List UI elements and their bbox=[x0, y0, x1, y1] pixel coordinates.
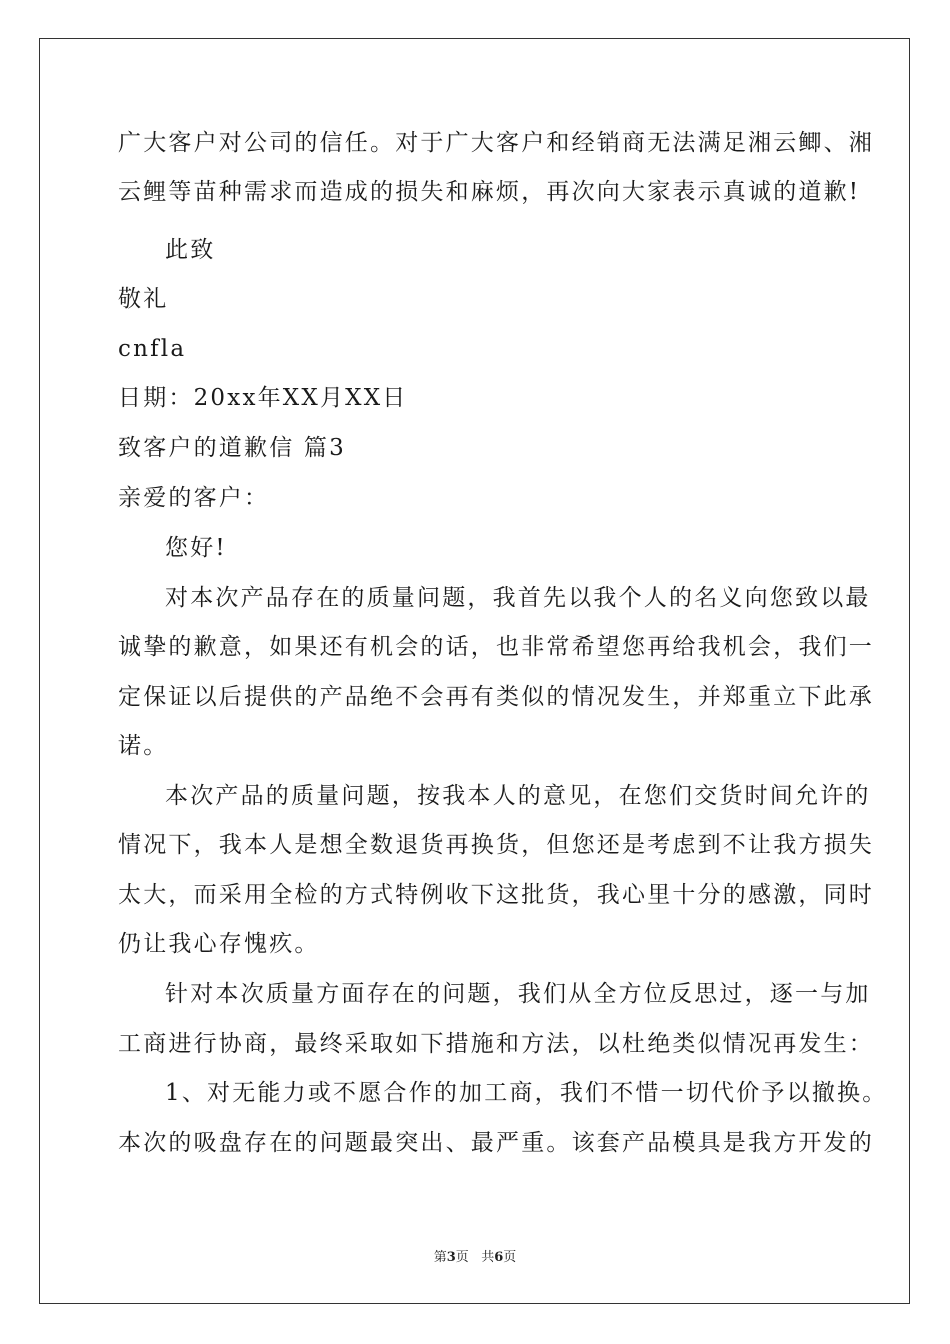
text-line: 太大，而采用全检的方式特例收下这批货，我心里十分的感激，同时 bbox=[118, 882, 874, 908]
page-number: 3 bbox=[446, 1250, 456, 1265]
page-suffix: 页 bbox=[455, 1250, 469, 1265]
text-line: 诺。 bbox=[118, 733, 169, 759]
greeting-hello: 您好! bbox=[165, 535, 227, 561]
page-prefix: 第 bbox=[433, 1250, 447, 1265]
total-suffix: 页 bbox=[503, 1250, 517, 1265]
closing-salutation: 此致 bbox=[165, 237, 216, 263]
text-line: 仍让我心存愧疚。 bbox=[118, 931, 320, 957]
text-line: 本次产品的质量问题，按我本人的意见，在您们交货时间允许的 bbox=[165, 783, 871, 809]
page-border bbox=[39, 38, 910, 1304]
text-line: 云鲤等苗种需求而造成的损失和麻烦，再次向大家表示真诚的道歉! bbox=[118, 179, 861, 205]
total-pages: 6 bbox=[494, 1250, 504, 1265]
text-line: 情况下，我本人是想全数退货再换货，但您还是考虑到不让我方损失 bbox=[118, 832, 874, 858]
list-item: 1、对无能力或不愿合作的加工商，我们不惜一切代价予以撤换。 bbox=[165, 1080, 888, 1106]
text-line: 广大客户对公司的信任。对于广大客户和经销商无法满足湘云鲫、湘 bbox=[118, 130, 874, 156]
text-line: 本次的吸盘存在的问题最突出、最严重。该套产品模具是我方开发的 bbox=[118, 1130, 874, 1156]
text-line: 针对本次质量方面存在的问题，我们从全方位反思过，逐一与加 bbox=[165, 981, 871, 1007]
text-line: 工商进行协商，最终采取如下措施和方法，以杜绝类似情况再发生： bbox=[118, 1031, 874, 1057]
greeting: 亲爱的客户： bbox=[118, 485, 270, 511]
section-heading: 致客户的道歉信 篇3 bbox=[118, 435, 346, 461]
text-line: 对本次产品存在的质量问题，我首先以我个人的名义向您致以最 bbox=[165, 585, 871, 611]
text-line: 定保证以后提供的产品绝不会再有类似的情况发生，并郑重立下此承 bbox=[118, 684, 874, 710]
closing-regards: 敬礼 bbox=[118, 286, 169, 312]
date-line: 日期：20xx年XX月XX日 bbox=[118, 385, 408, 411]
page-footer bbox=[0, 1246, 950, 1265]
text-line: 诚挚的歉意，如果还有机会的话，也非常希望您再给我机会，我们一 bbox=[118, 634, 874, 660]
total-prefix: 共 bbox=[481, 1250, 495, 1265]
signature: cnfla bbox=[118, 336, 187, 362]
